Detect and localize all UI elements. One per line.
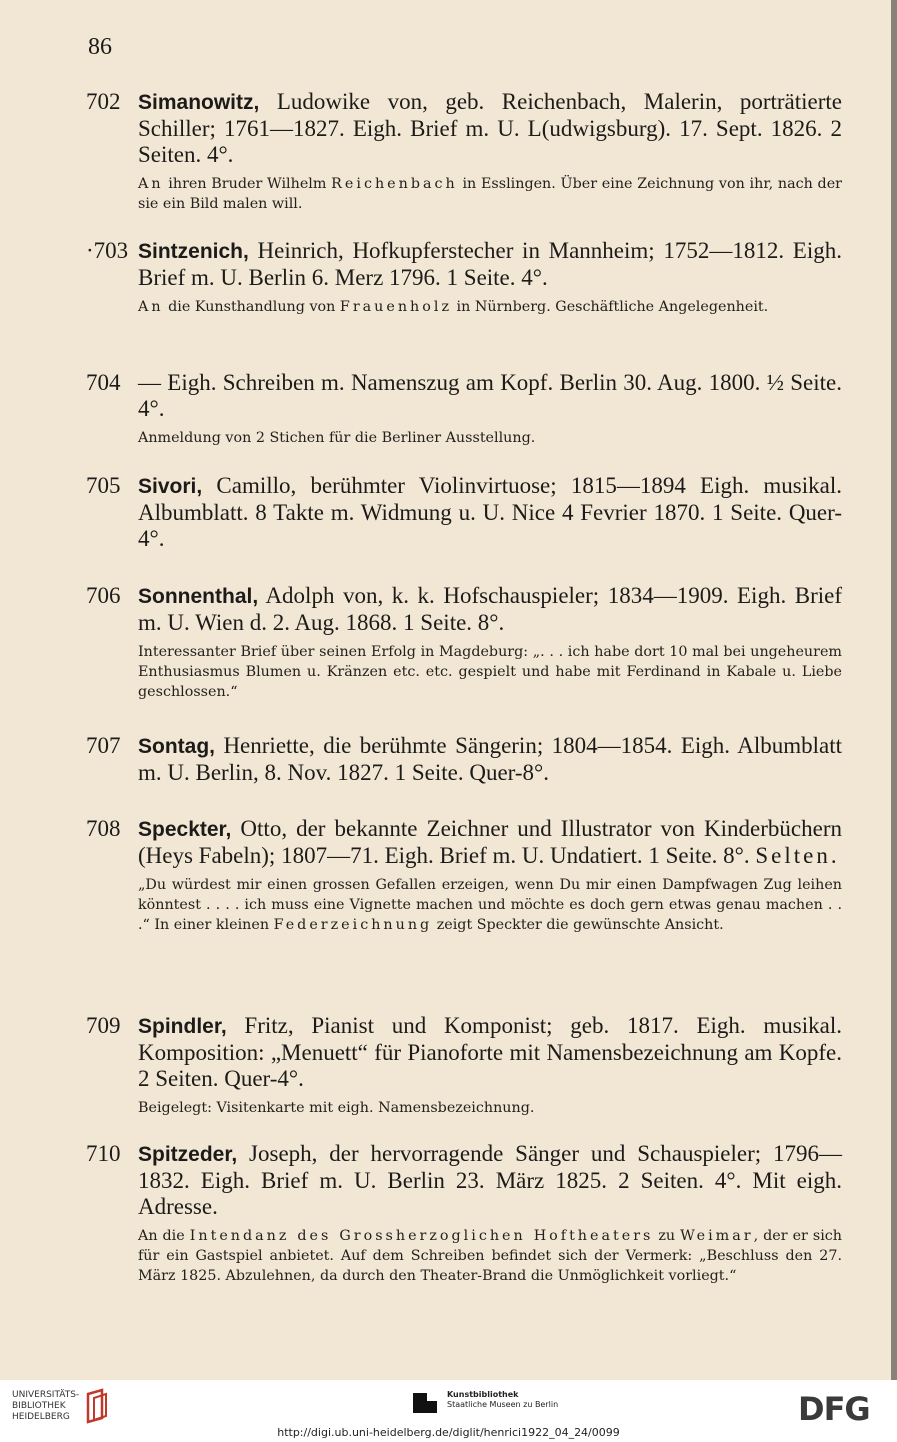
entry-main-text: Sintzenich, Heinrich, Hofkupferstecher in Mannheim; 1752—1812. Eigh. Brief m. U. Berlin 6. Merz 1796. 1 Seite. 4°.: [138, 238, 842, 290]
entry-main-text: — Eigh. Schreiben m. Namenszug am Kopf. Berlin 30. Aug. 1800. ½ Seite. 4°.: [138, 370, 842, 421]
entry-note: „Du würdest mir einen grossen Gefallen erzeigen, wenn Du mir einen Dampfwagen Zug leihen könntest . . . . ich muss eine Vignette machen und möchte es doch gern etwas genau machen . . .“ In einer kleinen Federzeichnung zeigt Speckter die gewünschte Ansicht.: [138, 877, 842, 933]
page-edge: [891, 0, 897, 1380]
entry-number: 710: [86, 1141, 121, 1166]
catalog-entry-708: [86, 816, 842, 935]
entry-note: Anmeldung von 2 Stichen für die Berliner Ausstellung.: [138, 430, 536, 446]
entry-name: Sivori,: [138, 475, 203, 498]
source-url[interactable]: http://digi.ub.uni-heidelberg.de/diglit/henrici1922_04_24/0099: [277, 1426, 620, 1439]
entry-note: An die Kunsthandlung von Frauenholz in Nürnberg. Geschäftliche Angelegenheit.: [138, 299, 769, 315]
entry-number: 704: [86, 370, 121, 395]
entry-note: An ihren Bruder Wilhelm Reichenbach in Esslingen. Über eine Zeichnung von ihr, nach der sie ein Bild malen will.: [138, 176, 842, 212]
digitization-footer: [0, 1380, 897, 1442]
entry-main-text: Spindler, Fritz, Pianist und Komponist; geb. 1817. Eigh. musikal. Komposition: „Menuett“ für Pianoforte mit Namensbezeichnung am Kopfe. 2 Seiten. Quer-4°.: [138, 1013, 842, 1091]
entry-note: An die Intendanz des Grossherzoglichen Hoftheaters zu Weimar, der er sich für ein Gastspiel anbietet. Auf dem Schreiben befindet sich der Vermerk: „Beschluss den 27. März 1825. Abzulehnen, da durch den Theater-Brand die Unmöglichkeit vorliegt.“: [138, 1228, 843, 1284]
kunstbibliothek-label: Kunstbibliothek Staatliche Museen zu Berlin: [447, 1390, 559, 1409]
catalog-entry-707: [86, 733, 842, 786]
catalog-entry-703: [86, 238, 842, 317]
dfg-logo: DFG: [798, 1390, 870, 1428]
catalog-entry-706: [86, 583, 842, 702]
entry-main-text: Speckter, Otto, der bekannte Zeichner und Illustrator von Kinderbüchern (Heys Fabeln); 1807—71. Eigh. Brief m. U. Undatiert. 1 Seite. 8°. Selten.: [138, 816, 842, 868]
entry-number: 709: [86, 1013, 121, 1038]
catalog-entry-709: [86, 1013, 842, 1118]
ub-heidelberg-logo-icon: [84, 1388, 110, 1424]
catalog-entry-702: [86, 89, 842, 214]
entry-name: Spitzeder,: [138, 1143, 238, 1166]
entry-number: 706: [86, 583, 121, 608]
entry-number: 708: [86, 816, 121, 841]
entry-number: 707: [86, 733, 121, 758]
kunstbibliothek-logo-icon: [410, 1390, 440, 1416]
entry-name: Sonnenthal,: [138, 585, 259, 608]
entry-name: Speckter,: [138, 818, 232, 841]
page-number: 86: [88, 34, 112, 60]
entry-number: 702: [86, 89, 121, 114]
entry-name: Sintzenich,: [138, 240, 249, 263]
catalog-entry-705: [86, 473, 842, 552]
ub-heidelberg-label: UNIVERSITÄTS- BIBLIOTHEK HEIDELBERG: [12, 1390, 80, 1422]
entry-number: 705: [86, 473, 121, 498]
entry-main-text: Sivori, Camillo, berühmter Violinvirtuose; 1815—1894 Eigh. musikal. Albumblatt. 8 Takte m. Widmung u. U. Nice 4 Fevrier 1870. 1 Seite. Quer-4°.: [138, 473, 842, 551]
catalog-entry-710: [86, 1141, 842, 1286]
catalog-entry-704: [86, 370, 842, 448]
entry-number: ·703: [86, 238, 129, 263]
entry-name: Sontag,: [138, 735, 215, 758]
entry-main-text: Sontag, Henriette, die berühmte Sängerin; 1804—1854. Eigh. Albumblatt m. U. Berlin, 8. Nov. 1827. 1 Seite. Quer-8°.: [138, 733, 842, 785]
entry-main-text: Sonnenthal, Adolph von, k. k. Hofschauspieler; 1834—1909. Eigh. Brief m. U. Wien d. 2. Aug. 1868. 1 Seite. 8°.: [138, 583, 842, 635]
entry-note: Beigelegt: Visitenkarte mit eigh. Namensbezeichnung.: [138, 1100, 535, 1116]
entry-main-text: Simanowitz, Ludowike von, geb. Reichenbach, Malerin, porträtierte Schiller; 1761—1827. Eigh. Brief m. U. L(udwigsburg). 17. Sept. 1826. 2 Seiten. 4°.: [138, 89, 842, 167]
entry-note: Interessanter Brief über seinen Erfolg in Magdeburg: „. . . ich habe dort 10 mal bei ungeheurem Enthusiasmus Blumen u. Kränzen etc. etc. gespielt und habe mit Ferdinand in Kabale u. Liebe geschlossen.“: [138, 644, 842, 700]
entry-name: Simanowitz,: [138, 91, 260, 114]
entry-main-text: Spitzeder, Joseph, der hervorragende Sänger und Schauspieler; 1796—1832. Eigh. Brief m. U. Berlin 23. März 1825. 2 Seiten. 4°. Mit eigh. Adresse.: [138, 1141, 842, 1219]
entry-name: Spindler,: [138, 1015, 227, 1038]
